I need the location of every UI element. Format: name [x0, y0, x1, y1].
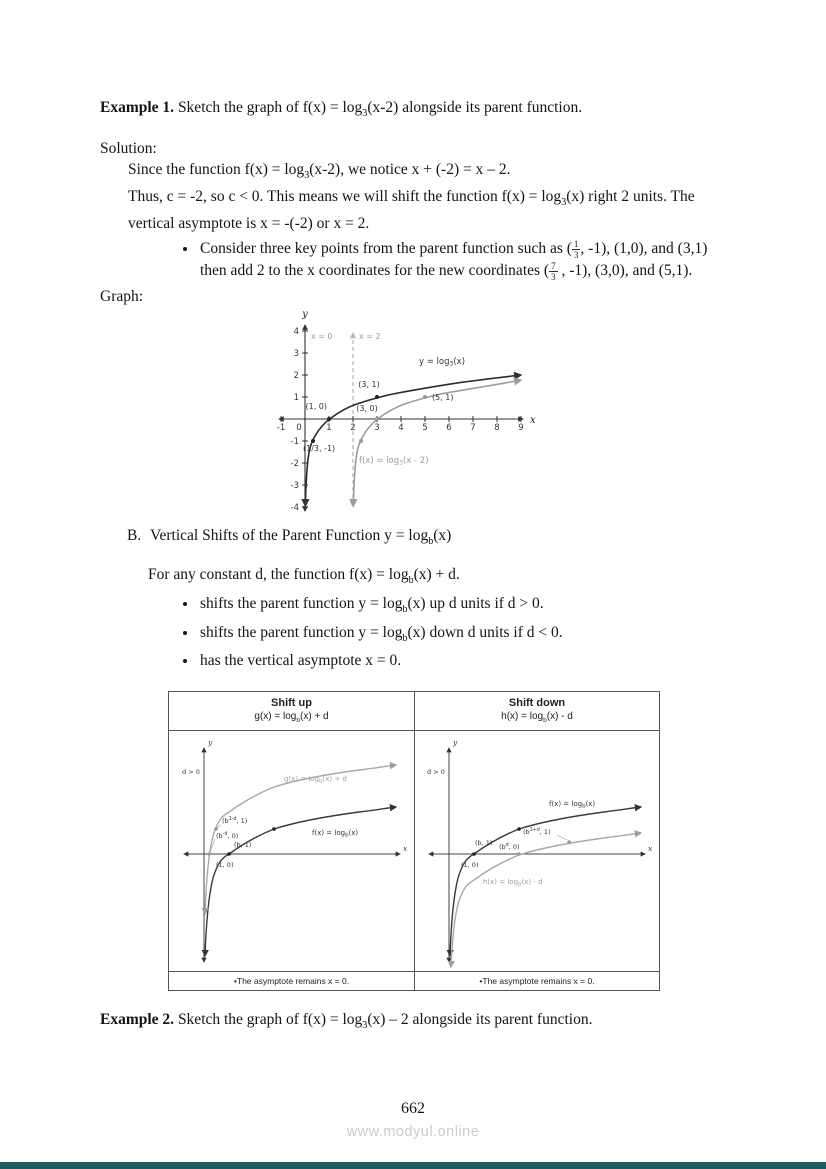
- label-point-1third: (1/3, -1): [303, 444, 336, 454]
- x-axis-label: x: [402, 843, 407, 853]
- svg-text:2: 2: [350, 423, 356, 434]
- figure-footer-row: [169, 971, 659, 990]
- leader-line: [557, 835, 567, 840]
- note-left: •The asymptote remains x = 0.: [169, 971, 414, 990]
- figure-header-left: [169, 692, 414, 731]
- svg-text:6: 6: [446, 423, 452, 434]
- svg-text:4: 4: [293, 327, 299, 338]
- point-bd-0: [517, 852, 521, 856]
- bottom-bar: [0, 1162, 826, 1169]
- figure-panel-left: [169, 731, 414, 971]
- sectionB-bullet-list: [100, 593, 728, 670]
- asymptote-label-x0: x = 0: [311, 332, 333, 342]
- shift-up-title: Shift up: [271, 696, 312, 709]
- point-7third-neg1: [359, 439, 363, 443]
- svg-text:-4: -4: [290, 503, 299, 514]
- label-bd-0: ($b^d$, 0): [499, 842, 520, 851]
- example2-text: Sketch the graph of $f(x) = \log_3(x) - 2$ alongside its parent function.: [177, 1010, 593, 1031]
- svg-text:2: 2: [293, 371, 299, 382]
- parent-curve-label: $f(x) = \log_b(x)$: [311, 828, 358, 839]
- label-point-3-0: (3, 0): [356, 404, 378, 414]
- label-point-5-1: (5, 1): [432, 393, 454, 403]
- label-point-1-0: (1, 0): [305, 402, 327, 412]
- label-b1pd-1: ($b^{1+d}$, 1): [523, 827, 551, 836]
- shifted-down-curve-label: $h(x) = \log_b(x) - d$: [483, 877, 543, 888]
- point-b1pd-1: [567, 840, 571, 844]
- shifted-down-curve: [451, 833, 641, 967]
- svg-text:9: 9: [518, 423, 524, 434]
- solution-para2: Thus, c = -2, so c < 0. This means we will shift the function $f(x) = \log_3(x)$ right 2 units. The vertical asymptote is x = -(-2) or x = 2.: [128, 188, 695, 233]
- label-point-3-1: (3, 1): [358, 380, 380, 390]
- parent-curve: [205, 807, 396, 956]
- label-1-0: (1, 0): [461, 860, 479, 869]
- sectionB-title: Vertical Shifts of the Parent Function $y = \log_b(x)$: [150, 527, 452, 548]
- point-3-0: [375, 417, 379, 421]
- svg-text:0: 0: [296, 423, 302, 434]
- x-axis-label: x: [648, 843, 653, 853]
- point-1-0: [472, 852, 476, 856]
- asymptote-label-x2: x = 2: [359, 332, 381, 342]
- bullet-shift-up: • shifts the parent function $y = \log_b(x)$ up d units if d > 0.: [198, 593, 728, 620]
- sectionB-heading: [127, 525, 728, 552]
- point-1-0: [327, 417, 331, 421]
- example2-label: Example 2.: [100, 1010, 175, 1028]
- graph-figure: [100, 307, 728, 519]
- svg-text:4: 4: [398, 423, 404, 434]
- watermark: www.modyul.online: [346, 1124, 480, 1140]
- svg-text:-1: -1: [290, 437, 299, 448]
- svg-text:1: 1: [326, 423, 332, 434]
- svg-text:7: 7: [470, 423, 476, 434]
- point-b-1: [272, 827, 276, 831]
- point-3-1: [375, 395, 379, 399]
- example2-statement: [100, 1009, 728, 1036]
- solution-label: Solution:: [100, 140, 157, 158]
- svg-text:3: 3: [374, 423, 380, 434]
- x-axis-label: x: [530, 415, 536, 427]
- example1-bullet-list: [100, 238, 728, 282]
- svg-text:8: 8: [494, 423, 500, 434]
- shift-down-graph: [419, 734, 655, 968]
- shifted-curve-label: f(x) = log3(x - 2): [359, 456, 429, 467]
- note-right: •The asymptote remains x = 0.: [414, 971, 659, 990]
- example1-statement: [100, 97, 728, 124]
- parent-curve: [305, 375, 524, 506]
- label-b-1: (b, 1): [475, 838, 493, 847]
- label-b-1: (b, 1): [233, 840, 251, 849]
- parent-curve-label: $f(x) = \log_b(x)$: [549, 799, 596, 810]
- example1-text: Sketch the graph of $f(x) = \log_3(x-2)$ alongside its parent function.: [177, 99, 583, 120]
- example1-label: Example 1.: [100, 99, 175, 116]
- svg-text:-1: -1: [276, 423, 286, 434]
- shift-down-formula: $h(x) = \log_b(x) - d$: [501, 710, 573, 724]
- page-number: 662: [401, 1100, 425, 1117]
- x-tick-labels: [277, 423, 524, 433]
- solution-body: [128, 159, 728, 234]
- label-1-0: (1, 0): [215, 860, 233, 869]
- point-b-1: [517, 827, 521, 831]
- parent-curve-label: y = log3(x): [419, 357, 466, 368]
- figure-header-right: [414, 692, 659, 731]
- figure-panel-right: [414, 731, 659, 971]
- point-1-0: [227, 852, 231, 856]
- point-bmd-0: [207, 852, 211, 856]
- shifted-up-curve-label: $g(x) = \log_b(x) + d$: [283, 774, 347, 785]
- condition-label: d > 0: [427, 767, 445, 776]
- point-1third-neg1: [311, 439, 315, 443]
- sectionB-letter: B.: [127, 527, 142, 545]
- y-tick-labels: [290, 327, 302, 514]
- svg-text:-3: -3: [290, 481, 299, 492]
- shift-figure: [168, 691, 660, 991]
- svg-text:-2: -2: [290, 459, 299, 470]
- bullet-key-points: • Consider three key points from the parent function such as ( $\frac{1}{3}$ , -1), (1,0), and (3,1) then add 2 to the x coordinates for the new coordinates ( $\frac{7}{3}$ , -1), (3,0), and (5,1).: [198, 238, 728, 282]
- figure-header-row: [169, 692, 659, 731]
- label-bmd-0: ($b^{-d}$, 0): [215, 831, 238, 840]
- shift-up-graph: [174, 734, 410, 968]
- point-5-1: [423, 395, 427, 399]
- bullet-shift-down: • shifts the parent function $y = \log_b(x)$ down d units if d < 0.: [198, 622, 728, 649]
- shift-up-formula: $g(x) = \log_b(x) + d$: [254, 710, 329, 724]
- svg-text:5: 5: [422, 423, 428, 434]
- svg-text:1: 1: [293, 393, 299, 404]
- shift-down-title: Shift down: [508, 696, 566, 709]
- page-content: [100, 97, 728, 1036]
- condition-label: d > 0: [181, 767, 200, 776]
- solution-para1: Since the function $f(x) = \log_3(x-2)$, we notice x + (-2) = x – 2.: [128, 161, 511, 182]
- example1-graph: [269, 307, 559, 519]
- y-axis-label: y: [207, 737, 212, 747]
- label-b1md-1: ($b^{1-d}$, 1): [221, 816, 247, 825]
- svg-text:3: 3: [293, 349, 299, 360]
- bullet-asymptote: • has the vertical asymptote x = 0.: [198, 650, 728, 671]
- sectionB-intro: For any constant d, the function $f(x) = \log_b(x) + d$.: [148, 566, 460, 587]
- figure-body-row: [169, 731, 659, 971]
- graph-caption: Graph:: [100, 288, 144, 306]
- y-axis-label: y: [302, 309, 308, 321]
- y-axis-label: y: [453, 737, 458, 747]
